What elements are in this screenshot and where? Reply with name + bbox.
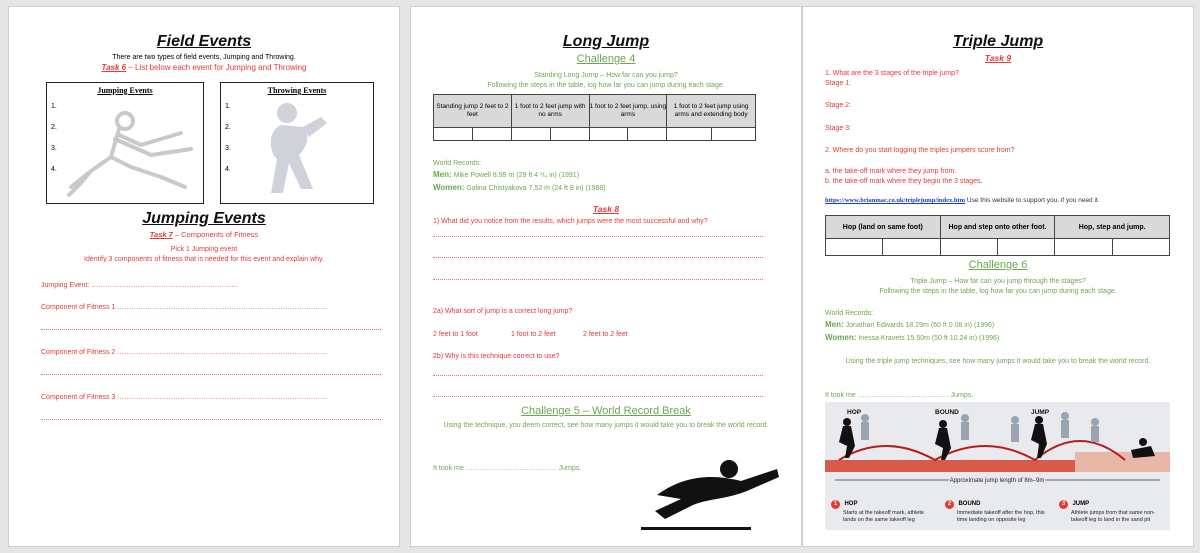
- stage-1-field[interactable]: Stage 1:: [825, 80, 852, 87]
- men-label: Men:: [825, 320, 844, 329]
- table-cell[interactable]: [628, 128, 667, 141]
- challenge-5-heading: Challenge 5 – World Record Break: [521, 405, 691, 417]
- task6-label: Task 6: [101, 63, 127, 72]
- following-text: Following the steps in the table, log how far you can jump during each stage.: [879, 288, 1117, 295]
- long-jumper-silhouette-image: [637, 455, 781, 535]
- women-record-text: Galina Chistyakova 7.52 m (24 ft 8 in) (1988): [464, 185, 606, 192]
- table-header: Hop (land on same foot): [826, 216, 941, 239]
- table-cell[interactable]: [550, 128, 589, 141]
- throwing-box-title: Throwing Events: [267, 86, 327, 95]
- page-field-events: [8, 6, 400, 547]
- throwing-events-box: [220, 82, 374, 204]
- diagram-bound-label: BOUND: [935, 409, 959, 416]
- task7-label: Task 7: [149, 230, 173, 239]
- answer-line[interactable]: [433, 375, 763, 376]
- legend-hop: [831, 492, 936, 524]
- took-me-field[interactable]: It took me ………………………………… Jumps.: [433, 465, 582, 472]
- legend-text: Athlete jumps from that same non-takeoff leg to land in the sand pit: [1071, 510, 1156, 523]
- legend-number: 2: [945, 500, 954, 509]
- support-link-line: [825, 197, 1100, 205]
- table-cell[interactable]: [1055, 239, 1112, 256]
- women-record-text: Inessa Kravets 15.50m (50 ft 10.24 in) (1996): [856, 335, 1000, 342]
- diagram-hop-label: HOP: [847, 409, 862, 416]
- table-header: 1 foot to 2 feet jump, using arms: [589, 95, 667, 128]
- component-1-field[interactable]: Component of Fitness 1 ………………………………………………………………………………: [41, 304, 328, 311]
- pick-text: Pick 1 Jumping event: [170, 246, 238, 253]
- list-number: 2.: [51, 124, 57, 131]
- option-a[interactable]: a. the take-off mark where they jump from.: [825, 168, 957, 175]
- answer-line[interactable]: [433, 257, 763, 258]
- diagram-jump-label: JUMP: [1031, 409, 1050, 416]
- question-2a: 2a) What sort of jump is a correct long jump?: [433, 308, 573, 315]
- world-records-label: World Records:: [825, 310, 874, 317]
- component-2-field[interactable]: Component of Fitness 2 ………………………………………………………………………………: [41, 349, 328, 356]
- took-me-field[interactable]: It took me ………………………………… Jumps.: [825, 392, 974, 399]
- women-label: Women:: [825, 333, 857, 342]
- challenge-6-heading: Challenge 6: [968, 259, 1028, 271]
- option-b[interactable]: b. the take-off mark where they begin the 3 stages.: [825, 178, 983, 185]
- table-header: Hop, step and jump.: [1055, 216, 1170, 239]
- standing-text: Standing Long Jump – How far can you jump?: [534, 72, 678, 79]
- option-1[interactable]: 2 feet to 1 foot: [433, 331, 478, 338]
- answer-line[interactable]: [41, 419, 381, 420]
- answer-line[interactable]: [41, 329, 381, 330]
- triple-jump-phases-image: [825, 402, 1170, 490]
- triple-text: Triple Jump – How far can you jump through the stages?: [910, 278, 1086, 285]
- intro-text: There are two types of field events, Jumping and Throwing.: [112, 54, 296, 61]
- question-1: 1. What are the 3 stages of the triple jump?: [825, 70, 959, 77]
- support-link[interactable]: https://www.brianmac.co.uk/triplejump/index.htm: [825, 197, 966, 204]
- section-title-jumping: Jumping Events: [142, 210, 266, 227]
- stage-3-field[interactable]: Stage 3:: [825, 125, 852, 132]
- table-cell[interactable]: [589, 128, 628, 141]
- page-title: Field Events: [156, 33, 252, 50]
- diagram-length-label: Approximate jump length of 8m–9m: [949, 478, 1045, 484]
- men-label: Men:: [433, 170, 452, 179]
- technique-text: Using the technique, you deem correct, see how many jumps it would take you to break the world record.: [443, 422, 769, 429]
- legend-title: JUMP: [1072, 501, 1090, 507]
- long-jump-table: [433, 94, 756, 141]
- page-title: Triple Jump: [952, 33, 1044, 50]
- task7-text: – Components of Fitness: [172, 230, 259, 239]
- answer-line[interactable]: [41, 374, 381, 375]
- legend-title: BOUND: [958, 501, 981, 507]
- legend-number: 1: [831, 500, 840, 509]
- answer-line[interactable]: [433, 236, 763, 237]
- task6-text: – List below each event for Jumping and Throwing: [126, 63, 307, 72]
- question-2: 2. Where do you start logging the triples jumpers score from?: [825, 147, 1015, 154]
- jumping-events-box: [46, 82, 204, 204]
- question-1: 1) What did you notice from the results, which jumps were the most successful and why?: [433, 218, 708, 225]
- list-number: 3.: [225, 145, 231, 152]
- following-text: Following the steps in the table, log how far you can jump during each stage.: [487, 82, 725, 89]
- table-header: 1 foot to 2 feet jump using arms and extending body: [667, 95, 756, 128]
- table-cell[interactable]: [940, 239, 997, 256]
- men-record-text: Mike Powell 8.95 m (29 ft 4 ¹/₄ in) (1991): [451, 172, 580, 179]
- challenge-4-heading: Challenge 4: [576, 53, 636, 65]
- jumping-box-title: Jumping Events: [97, 86, 153, 95]
- legend-text: Immediate takeoff after the hop, this time landing on opposite leg: [957, 510, 1045, 523]
- list-number: 2.: [225, 124, 231, 131]
- jumping-event-field[interactable]: Jumping Event: ………………………………………………………: [41, 282, 239, 289]
- women-record: [433, 183, 606, 193]
- world-records-label: World Records:: [433, 160, 482, 167]
- table-header: Hop and step onto other foot.: [940, 216, 1055, 239]
- identify-text: Identify 3 components of fitness that is needed for this event and explain why.: [84, 256, 324, 263]
- women-label: Women:: [433, 183, 465, 192]
- table-cell[interactable]: [826, 239, 883, 256]
- shot-putter-silhouette-image: [257, 97, 337, 197]
- option-2[interactable]: 1 foot to 2 feet: [511, 331, 556, 338]
- task7-line: [9, 230, 399, 239]
- triple-jump-table: [825, 215, 1170, 256]
- table-cell[interactable]: [711, 128, 755, 141]
- men-record-text: Jonathan Edwards 18.29m (60 ft 0.08 in) (1996): [843, 322, 995, 329]
- women-record: [825, 333, 999, 343]
- page-title: Long Jump: [562, 33, 650, 50]
- list-number: 1.: [51, 103, 57, 110]
- list-number: 4.: [51, 166, 57, 173]
- task6-line: [9, 63, 399, 72]
- list-number: 1.: [225, 103, 231, 110]
- page-triple-jump: [802, 6, 1194, 547]
- table-cell[interactable]: [472, 128, 511, 141]
- page-long-jump: [410, 6, 802, 547]
- list-number: 3.: [51, 145, 57, 152]
- triple-jump-diagram: [825, 402, 1170, 530]
- legend-number: 3: [1059, 500, 1068, 509]
- long-jumper-outline-image: [61, 105, 201, 201]
- answer-line[interactable]: [433, 279, 763, 280]
- table-cell[interactable]: [667, 128, 711, 141]
- task8-label: Task 8: [592, 204, 620, 214]
- task9-label: Task 9: [984, 53, 1012, 63]
- men-record: [825, 320, 994, 330]
- stage-2-field[interactable]: Stage 2:: [825, 102, 852, 109]
- table-header: 1 foot to 2 feet jump with no arms: [511, 95, 589, 128]
- option-3[interactable]: 2 feet to 2 feet: [583, 331, 628, 338]
- table-header: Standing jump 2 feet to 2 feet: [434, 95, 512, 128]
- component-3-field[interactable]: Component of Fitness 3 ………………………………………………………………………………: [41, 394, 328, 401]
- legend-bound: [945, 492, 1050, 524]
- table-cell[interactable]: [1112, 239, 1169, 256]
- legend-jump: [1059, 492, 1167, 524]
- table-cell[interactable]: [434, 128, 473, 141]
- legend-text: Starts at the takeoff mark, athlete lands on the same takeoff leg: [843, 510, 924, 523]
- list-number: 4.: [225, 166, 231, 173]
- legend-title: HOP: [844, 501, 858, 507]
- men-record: [433, 170, 579, 180]
- table-cell[interactable]: [883, 239, 940, 256]
- answer-line[interactable]: [433, 396, 763, 397]
- table-cell[interactable]: [997, 239, 1054, 256]
- using-text: Using the triple jump techniques, see how many jumps it would take you to break the world record.: [845, 358, 1151, 365]
- table-cell[interactable]: [511, 128, 550, 141]
- support-link-suffix: Use this website to support you, if you need it.: [965, 197, 1100, 204]
- question-2b: 2b) Why is this technique correct to use?: [433, 353, 560, 360]
